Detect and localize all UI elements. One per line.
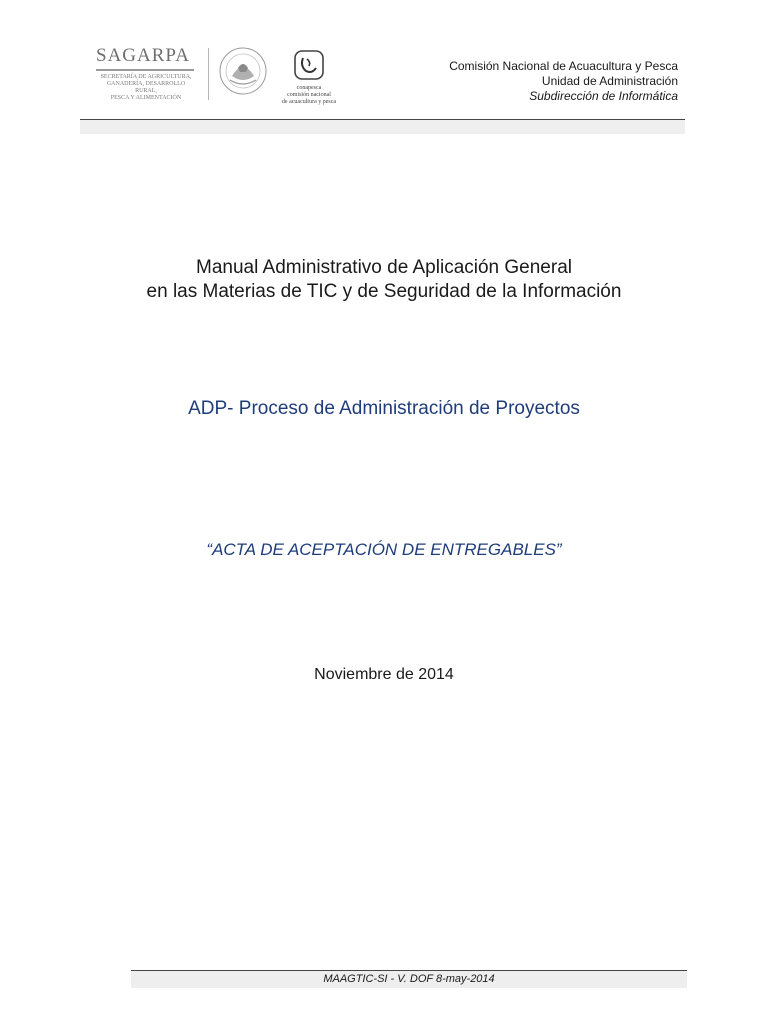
sagarpa-subtitle-1: SECRETARÍA DE AGRICULTURA, <box>100 74 192 80</box>
manual-title-line-1: Manual Administrativo de Aplicación General <box>196 257 572 278</box>
org-unit: Unidad de Administración <box>541 74 678 88</box>
sagarpa-rule <box>96 69 194 71</box>
conapesca-label-1: conapesca <box>296 85 322 91</box>
header-band <box>80 120 685 134</box>
org-name: Comisión Nacional de Acuacultura y Pesca <box>449 59 678 73</box>
logo-divider <box>208 48 209 100</box>
org-subunit: Subdirección de Informática <box>529 89 678 103</box>
conapesca-label-3: de acuacultura y pesca <box>281 99 337 105</box>
conapesca-emblem-icon <box>294 50 324 80</box>
organization-info <box>449 59 678 104</box>
conapesca-label-2: comisión nacional <box>287 92 331 98</box>
manual-title-line-2: en las Materias de TIC y de Seguridad de la Información <box>146 281 622 302</box>
process-title: ADP- Proceso de Administración de Proyectos <box>188 398 580 419</box>
document-name: “ACTA DE ACEPTACIÓN DE ENTREGABLES” <box>206 540 562 559</box>
manual-title <box>0 256 768 304</box>
sagarpa-subtitle-2: GANADERÍA, DESARROLLO RURAL, <box>106 81 186 94</box>
national-seal-icon <box>218 46 268 96</box>
footer-version: MAAGTIC-SI - V. DOF 8-may-2014 <box>323 973 495 985</box>
page-header <box>0 0 768 140</box>
sagarpa-name: SAGARPA <box>96 45 190 66</box>
sagarpa-subtitle-3: PESCA Y ALIMENTACIÓN <box>110 95 182 101</box>
conapesca-logo <box>274 50 344 106</box>
sagarpa-logo <box>96 46 204 102</box>
document-date: Noviembre de 2014 <box>314 666 454 683</box>
